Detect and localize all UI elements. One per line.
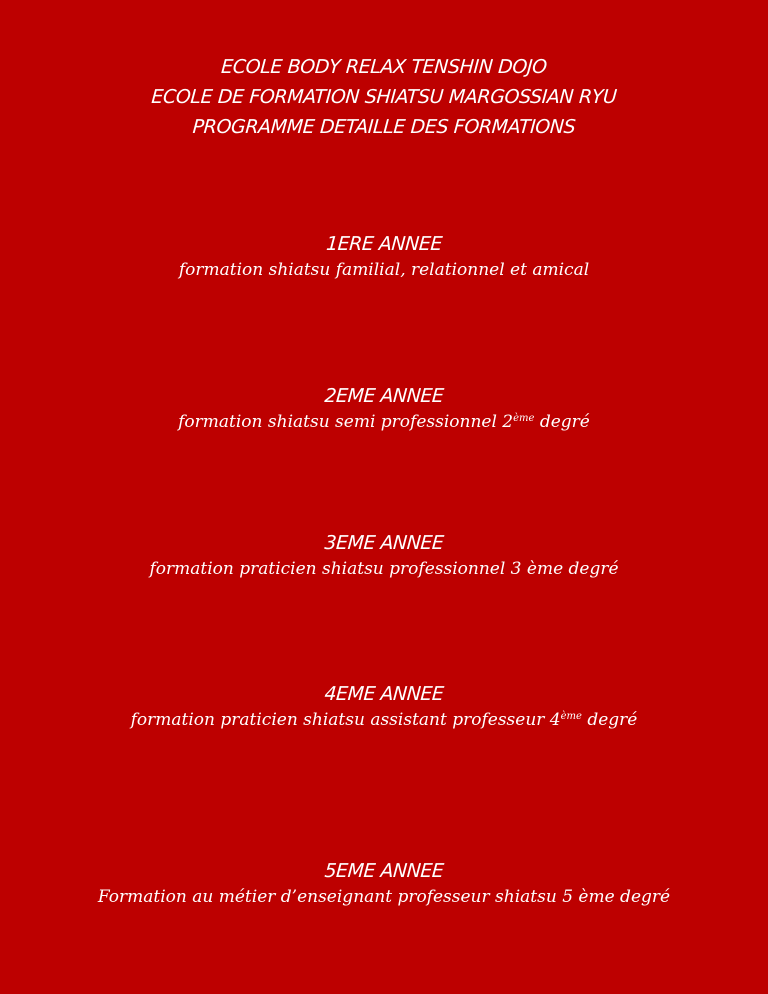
year-description [0,884,768,910]
year-description-text: Formation au métier d’enseignant professeur shiatsu 5 ème degré [97,887,671,907]
year-section-3 [0,530,768,582]
year-description-text: formation shiatsu semi professionnel 2 [178,412,514,432]
year-title: 4EME ANNEE [323,683,445,705]
year-description [0,409,768,435]
year-description-end: degré [534,412,590,432]
year-section-2 [0,383,768,435]
year-section-5 [0,858,768,910]
year-description-end: degré [581,710,638,730]
year-description [0,707,768,733]
training-school-name: ECOLE DE FORMATION SHIATSU MARGOSSIAN RYU [150,86,618,108]
year-section-1 [0,231,768,283]
year-title: 5EME ANNEE [323,860,445,882]
year-title: 2EME ANNEE [323,385,445,407]
year-description-text: formation praticien shiatsu professionnel 3 ème degré [149,559,619,579]
year-title: 1ERE ANNEE [325,233,443,255]
school-name: ECOLE BODY RELAX TENSHIN DOJO [220,56,548,78]
year-description-text: formation shiatsu familial, relationnel et amical [178,260,590,280]
year-description [0,556,768,582]
year-title: 3EME ANNEE [323,532,445,554]
year-section-4 [0,681,768,733]
year-description [0,257,768,283]
document-header [0,52,768,142]
program-title: PROGRAMME DETAILLE DES FORMATIONS [191,116,577,138]
year-description-sup: ème [560,711,582,722]
year-description-text: formation praticien shiatsu assistant professeur 4 [130,710,561,730]
year-description-sup: ème [513,413,535,424]
